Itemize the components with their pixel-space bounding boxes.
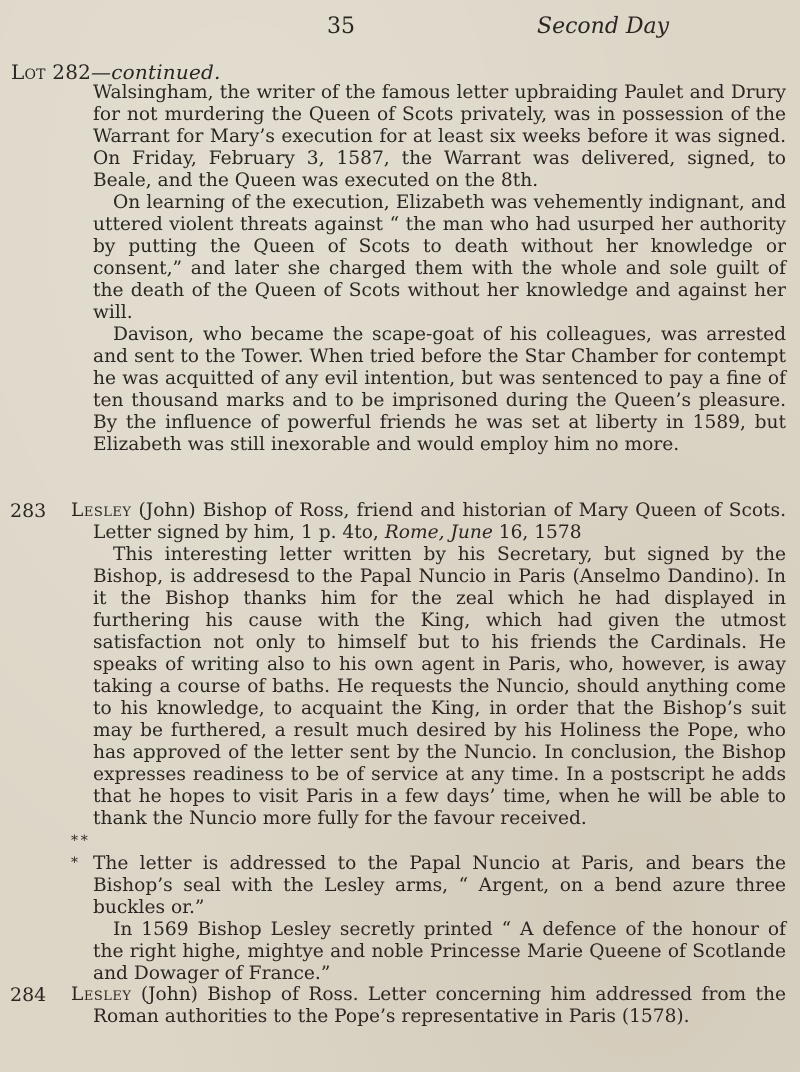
lot-282-paragraph: Walsingham, the writer of the famous letter upbraiding Paulet and Drury for not murdering the Queen of Scots privately, was in possession of the Warrant for Mary’s execution for at least six weeks before it was signed. On Friday, February 3, 1587, the Warrant was delivered, signed, to Beale, and the Queen was executed on the 8th. bbox=[93, 82, 786, 191]
lot-283-date-tail: 16, 1578 bbox=[492, 522, 582, 543]
lot-284-heading-text: (John) Bishop of Ross. Letter concerning him addressed from the Roman authorities to the Pope’s representative in Paris (1578). bbox=[93, 984, 786, 1027]
lot-283-place-date: Rome, June bbox=[384, 522, 493, 543]
lot-282-paragraph: Davison, who became the scape-goat of his colleagues, was arrested and sent to the Tower. When tried before the Star Chamber for contempt he was acquitted of any evil intention, but was sentenced to pay a fine of ten thousand marks and to be imprisoned during the Queen’s pleasure. By the influence of powerful friends he was set at liberty in 1589, but Elizabeth was still inexorable and would employ him no more. bbox=[93, 324, 786, 455]
continued-label: —continued. bbox=[91, 60, 221, 84]
lot-284-number: 284 bbox=[10, 984, 47, 1006]
lot-283-note-text: The letter is addressed to the Papal Nuncio at Paris, and bears the Bishop’s seal with the Lesley arms, “ Argent, on a bend azure three buckles or.” bbox=[93, 853, 786, 918]
lot-283-heading bbox=[71, 500, 786, 544]
lot-283-author: Lesley bbox=[71, 500, 132, 521]
lot-284-heading bbox=[71, 984, 786, 1028]
lot-283-description bbox=[71, 544, 786, 985]
lot-282-number: 282 bbox=[52, 60, 92, 84]
lot-283-paragraph: In 1569 Bishop Lesley secretly printed “ A defence of the honour of the right highe, mightye and noble Princesse Marie Queene of Scotlande and Dowager of France.” bbox=[93, 919, 786, 984]
running-head: Second Day bbox=[537, 14, 670, 39]
lot-283-paragraph: This interesting letter written by his Secretary, but signed by the Bishop, is addresesd to the Papal Nuncio in Paris (Anselmo Dandino). In it the Bishop thanks him for the zeal which he had displayed in furthering his cause with the King, which had given the utmost satisfaction not only to himself but to his friends the Cardinals. He speaks of writing also to his own agent in Paris, who, however, is away taking a course of baths. He requests the Nuncio, should anything come to his knowledge, to acquaint the King, in order that the Bishop’s suit may be furthered, a result much desired by his Holiness the Pope, who has approved of the letter sent by the Nuncio. In conclusion, the Bishop expresses readiness to be of service at any time. In a postscript he adds that he hopes to visit Paris in a few days’ time, when he will be able to thank the Nuncio more fully for the favour received. bbox=[93, 544, 786, 829]
lot-283-heading-text: (John) Bishop of Ross, friend and historian of Mary Queen of Scots. Letter signed by him, 1 p. 4to, bbox=[93, 500, 786, 543]
lot-284-author: Lesley bbox=[71, 984, 132, 1005]
lot-283-body bbox=[71, 500, 786, 985]
asterism-icon: * * * bbox=[71, 833, 91, 871]
lot-282-paragraph: On learning of the execution, Elizabeth was vehemently indignant, and uttered violent threats against “ the man who had usurped her authority by putting the Queen of Scots to death without her knowledge or consent,” and later she charged them with the whole and sole guilt of the death of the Queen of Scots without her knowledge and against her will. bbox=[93, 192, 786, 323]
lot-283-number: 283 bbox=[10, 500, 47, 522]
page-header bbox=[0, 14, 800, 46]
lot-284-body bbox=[71, 984, 786, 1028]
page-number: 35 bbox=[327, 14, 355, 39]
lot-282-continued-heading bbox=[11, 60, 221, 84]
lot-label: Lot bbox=[11, 60, 46, 84]
lot-282-description bbox=[93, 82, 786, 456]
lot-283-note bbox=[71, 830, 786, 919]
